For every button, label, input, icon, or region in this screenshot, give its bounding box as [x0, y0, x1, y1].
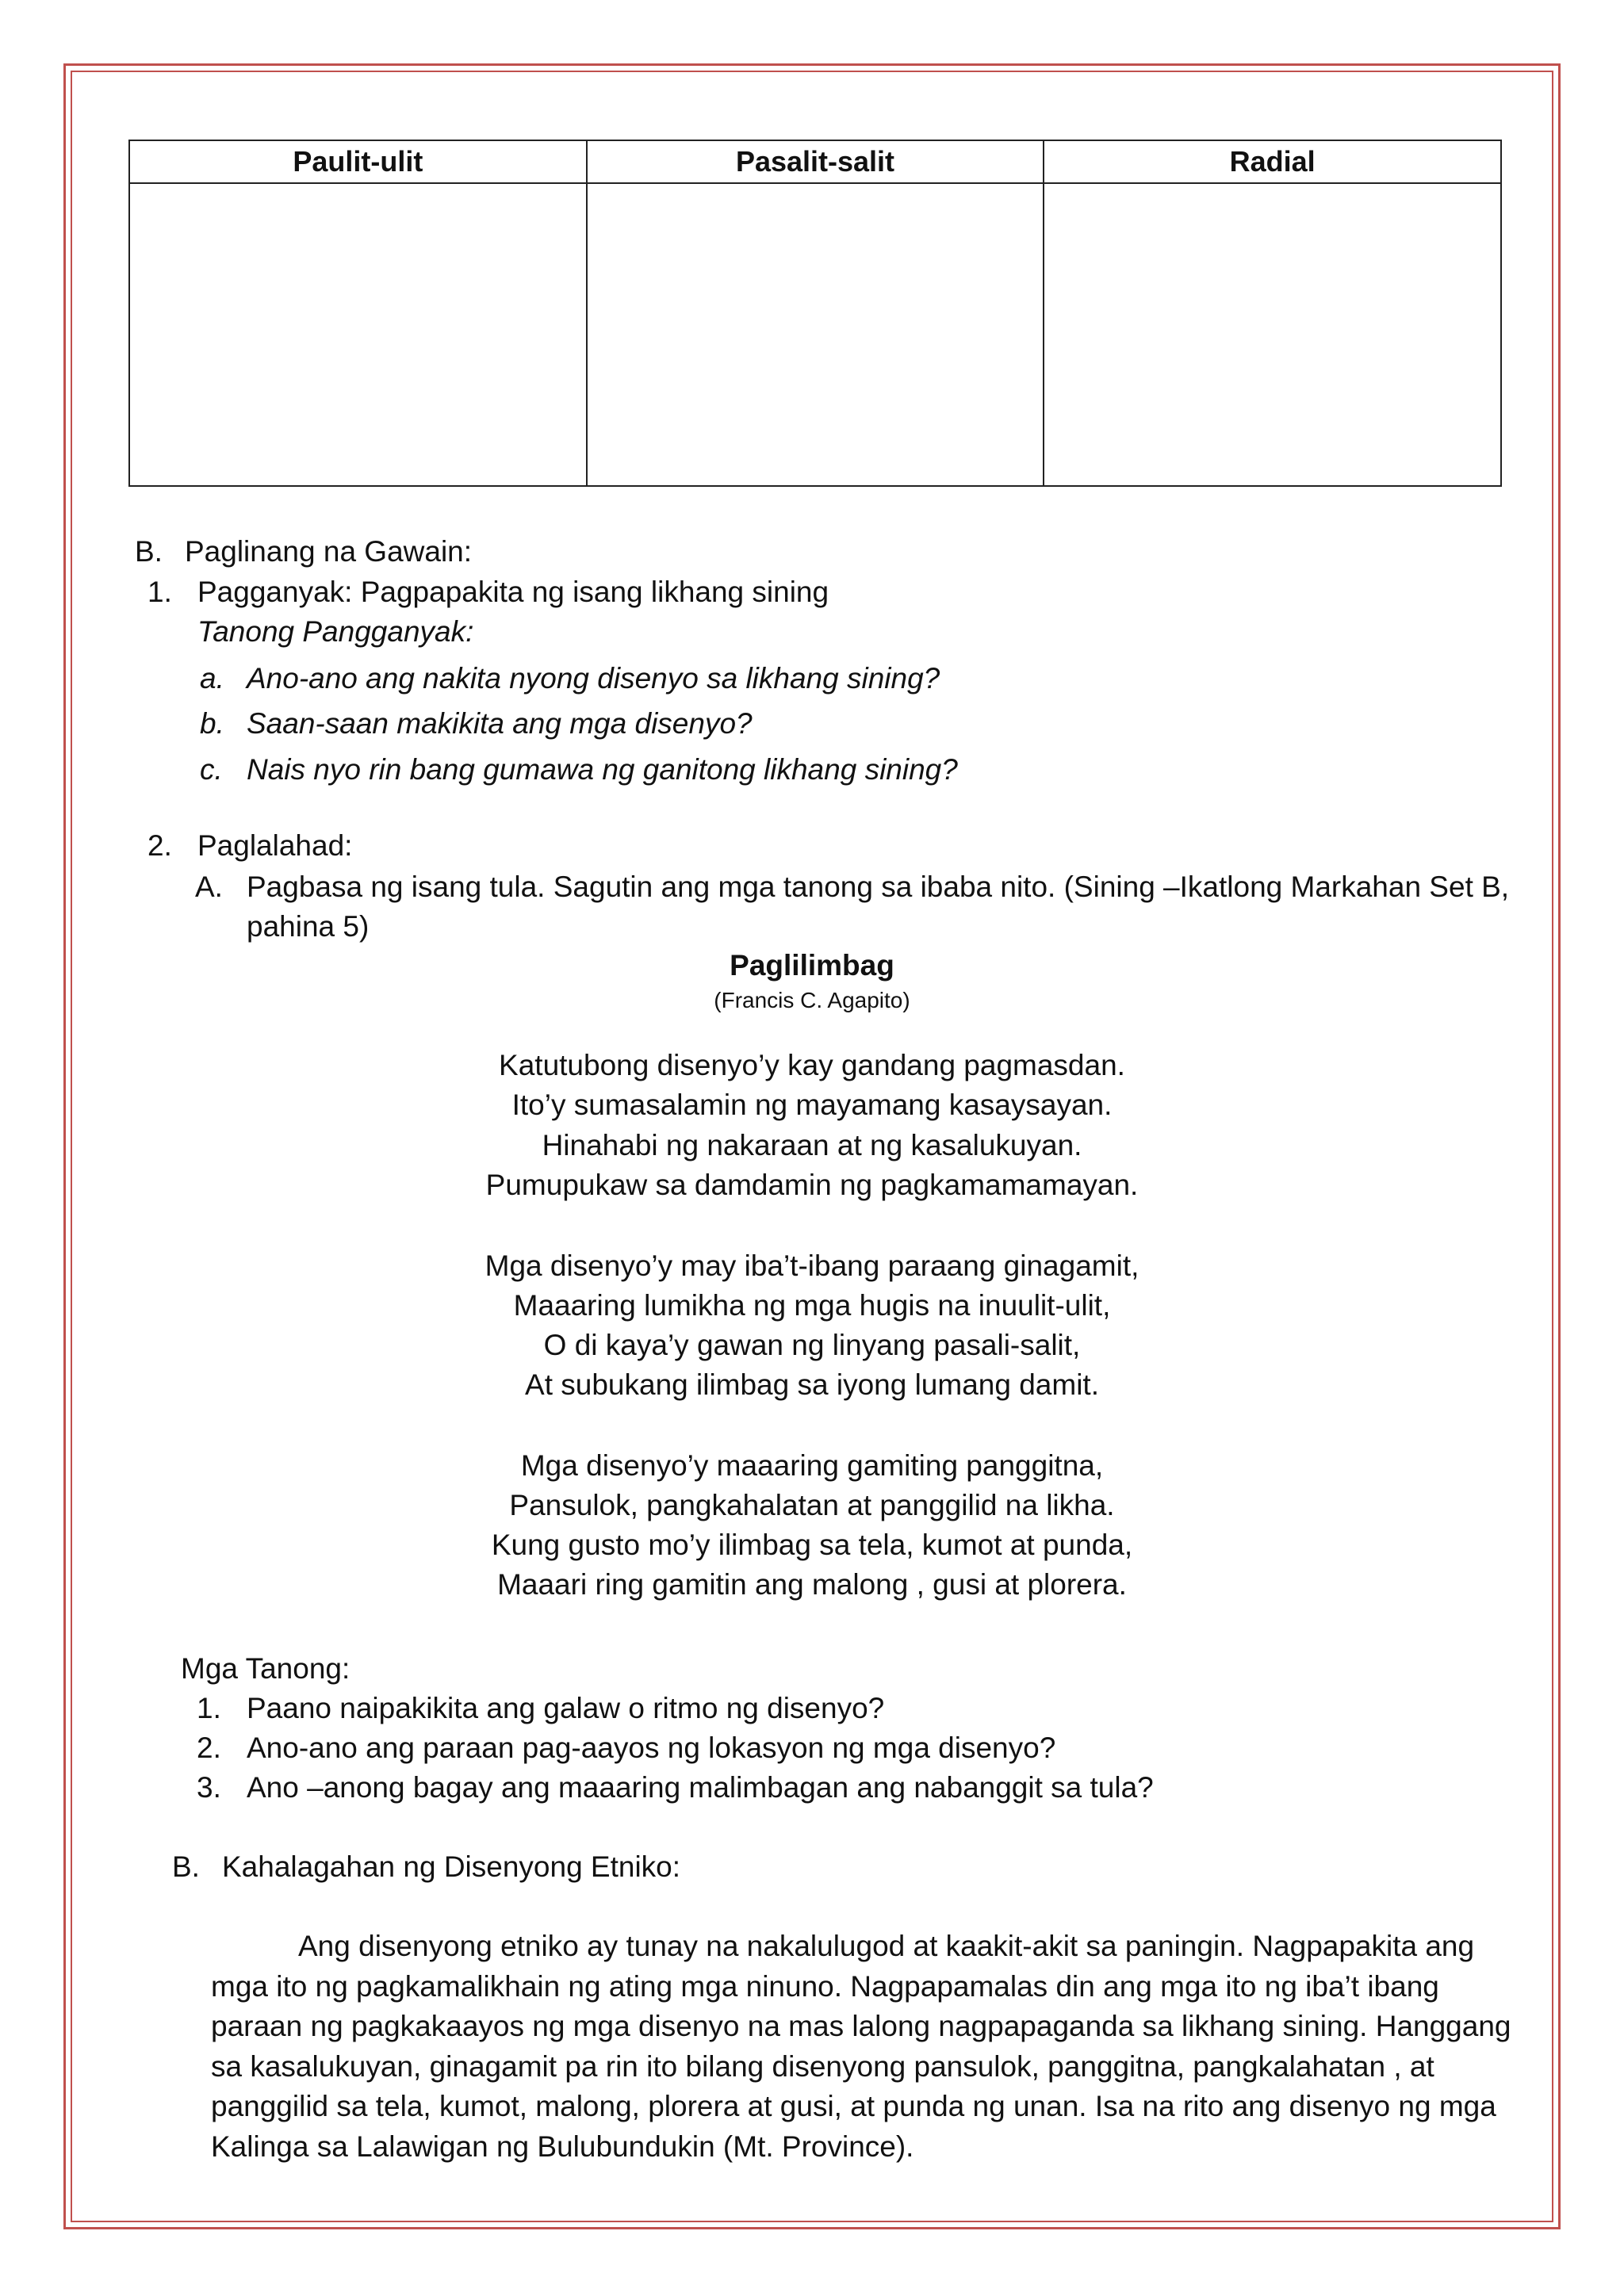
question-b-letter: b. — [200, 707, 224, 740]
section-b2-title: Kahalagahan ng Disenyong Etniko: — [222, 1850, 681, 1883]
poem-line: Mga disenyo’y may iba’t-ibang paraang ginagamit, — [485, 1249, 1139, 1282]
poem-line: Mga disenyo’y maaaring gamiting panggitna, — [520, 1449, 1104, 1482]
table-header-radial: Radial — [1044, 140, 1501, 183]
question-a-letter: a. — [200, 662, 224, 695]
poem-line: Pumupukaw sa damdamin ng pagkamamamayan. — [485, 1169, 1139, 1201]
questions-heading: Mga Tanong: — [181, 1652, 350, 1685]
kahalagahan-paragraph: Ang disenyong etniko ay tunay na nakalulugod at kaakit-akit sa paningin. Nagpapakita ang mga ito ng pagkamalikhain ng ating mga ninuno. Nagpapamalas din ang mga ito ng iba’t ibang paraan ng pagkakaayos ng mga disenyo na mas lalong nagpapaganda sa likhang sining. Hanggang sa kasalukuyan, ginagamit pa rin ito bilang disenyong pansulok, panggitna, pangkalahatan , at panggilid sa tela, kumot, malong, plorera at gusi, at punda ng unan. Isa na rito ang disenyo ng mga Kalinga sa Lalawigan ng Bulubundukin (Mt. Province). — [211, 1930, 1511, 2163]
item-2-number: 2. — [147, 829, 172, 862]
poem-line: Ito’y sumasalamin ng mayamang kasaysayan. — [511, 1089, 1113, 1121]
poem-author: (Francis C. Agapito) — [714, 988, 910, 1012]
table-header-pasalit-salit: Pasalit-salit — [587, 140, 1044, 183]
item-2-text: Paglalahad: — [197, 829, 353, 862]
poem-line: O di kaya’y gawan ng linyang pasali-salit, — [543, 1329, 1081, 1361]
poem-line: Maaaring lumikha ng mga hugis na inuulit-ulit, — [513, 1289, 1111, 1322]
question-c-letter: c. — [200, 753, 223, 786]
question-1-number: 1. — [197, 1692, 221, 1724]
poem-line: Kung gusto mo’y ilimbag sa tela, kumot at punda, — [491, 1529, 1133, 1561]
poem-line: Maaari ring gamitin ang malong , gusi at plorera. — [497, 1568, 1127, 1601]
poem-line: At subukang ilimbag sa iyong lumang damit. — [525, 1368, 1099, 1401]
poem-title: Paglilimbag — [730, 949, 894, 982]
item-1-text: Pagganyak: Pagpapakita ng isang likhang sining — [197, 576, 829, 608]
question-2-text: Ano-ano ang paraan pag-aayos ng lokasyon ng mga disenyo? — [247, 1732, 1056, 1764]
question-3-text: Ano –anong bagay ang maaaring malimbagan ang nabanggit sa tula? — [247, 1771, 1154, 1804]
question-a-text: Ano-ano ang nakita nyong disenyo sa likhang sining? — [247, 662, 940, 695]
question-3-number: 3. — [197, 1771, 221, 1804]
table-header-paulit-ulit: Paulit-ulit — [129, 140, 587, 183]
item-1-number: 1. — [147, 576, 172, 608]
table-cell-blank[interactable] — [129, 183, 587, 486]
poem-line: Pansulok, pangkahalatan at panggilid na likha. — [509, 1489, 1115, 1521]
subitem-a-letter: A. — [195, 871, 223, 903]
section-b-title: Paglinang na Gawain: — [185, 535, 473, 568]
section-b2-label: B. — [172, 1850, 200, 1883]
question-2-number: 2. — [197, 1732, 221, 1764]
question-1-text: Paano naipakikita ang galaw o ritmo ng disenyo? — [247, 1692, 885, 1724]
subitem-a-line1: Pagbasa ng isang tula. Sagutin ang mga tanong sa ibaba nito. (Sining –Ikatlong Markahan Set B, — [247, 871, 1510, 903]
design-table — [128, 140, 1502, 487]
subitem-a-line2: pahina 5) — [247, 910, 370, 943]
poem-line: Katutubong disenyo’y kay gandang pagmasdan. — [499, 1049, 1125, 1081]
question-b-text: Saan-saan makikita ang mga disenyo? — [247, 707, 753, 740]
table-cell-blank[interactable] — [1044, 183, 1501, 486]
pangganyak-subtitle: Tanong Pangganyak: — [197, 615, 474, 648]
table-cell-blank[interactable] — [587, 183, 1044, 486]
section-b-label: B. — [135, 535, 163, 568]
poem-line: Hinahabi ng nakaraan at ng kasalukuyan. — [542, 1129, 1082, 1161]
question-c-text: Nais nyo rin bang gumawa ng ganitong likhang sining? — [247, 753, 958, 786]
